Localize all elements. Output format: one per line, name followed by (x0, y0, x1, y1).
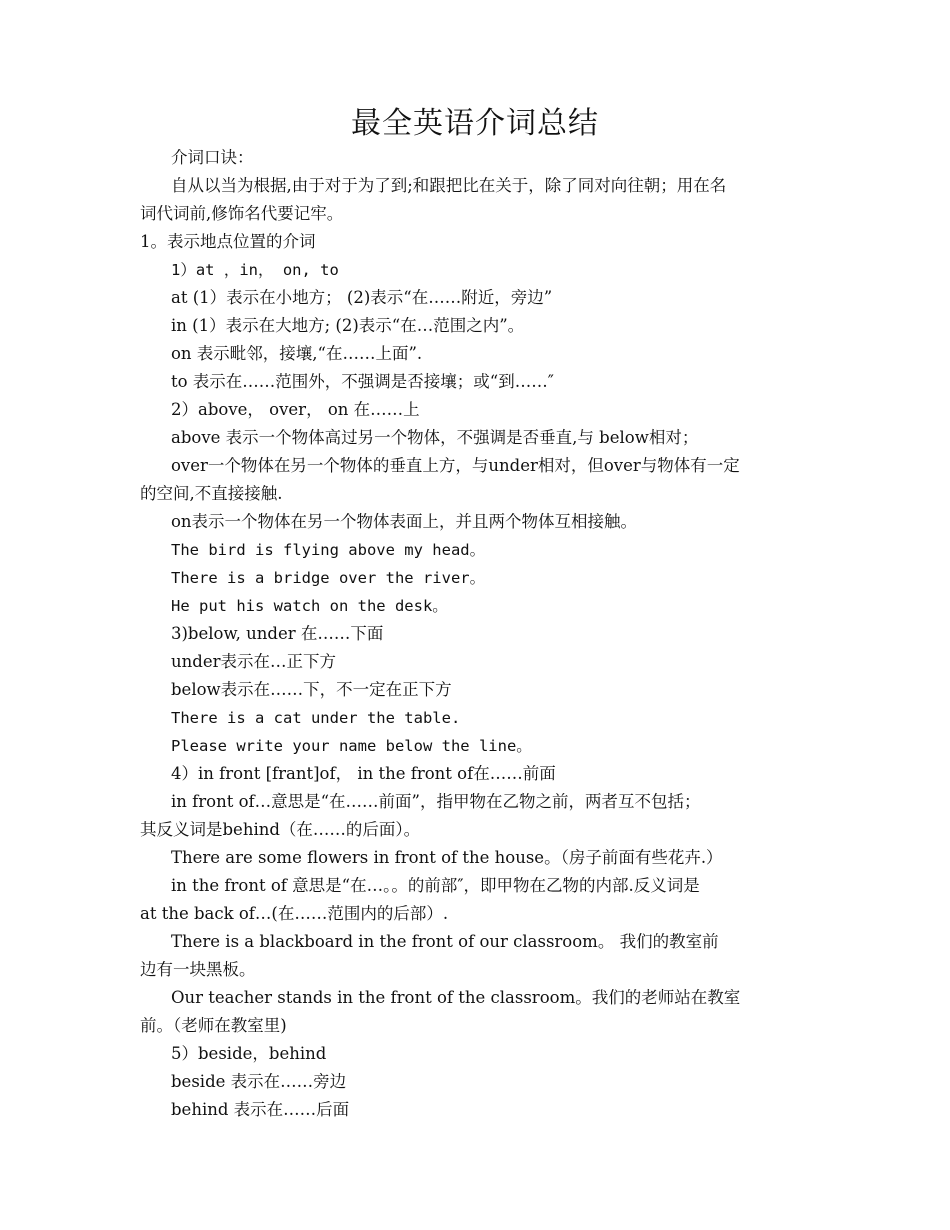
text-line: 前。（老师在教室里) (140, 1016, 287, 1035)
text-line: 介词口诀： (171, 148, 254, 167)
text-line: under表示在…正下方 (171, 652, 336, 671)
text-line: 其反义词是behind（在……的后面）。 (140, 820, 421, 839)
text-line: in front of…意思是“在……前面”，指甲物在乙物之前，两者互不包括； (171, 792, 701, 811)
text-line: 3)below, under 在……下面 (171, 624, 384, 643)
text-line: beside 表示在……旁边 (171, 1072, 347, 1091)
text-line: There is a cat under the table. (171, 709, 461, 727)
text-line: behind 表示在……后面 (171, 1100, 350, 1119)
text-line: on 表示毗邻，接壤,“在……上面”. (171, 344, 423, 363)
text-line: at (1）表示在小地方； (2)表示“在……附近，旁边” (171, 288, 553, 307)
text-line: There are some flowers in front of the house。（房子前面有些花卉.） (171, 848, 723, 867)
text-line: over一个物体在另一个物体的垂直上方，与under相对，但over与物体有一定 (171, 456, 740, 475)
text-line: 4）in front [frant]of， in the front of在……前面 (171, 764, 556, 783)
text-line: Our teacher stands in the front of the classroom。我们的老师站在教室 (171, 988, 741, 1007)
text-line: 2）above， over， on 在……上 (171, 400, 420, 419)
text-line: above 表示一个物体高过另一个物体，不强调是否垂直,与 below相对； (171, 428, 699, 447)
text-line: below表示在……下，不一定在正下方 (171, 680, 452, 699)
text-line: in the front of 意思是“在…。。的前部″，即甲物在乙物的内部.反义词是 (171, 876, 700, 895)
text-line: in (1）表示在大地方; (2)表示“在…范围之内”。 (171, 316, 525, 335)
text-line: The bird is flying above my head。 (171, 541, 486, 559)
text-line: 1。表示地点位置的介词 (140, 232, 316, 251)
text-line: 的空间,不直接接触. (140, 484, 283, 503)
document-body (140, 144, 820, 1124)
text-line: to 表示在……范围外，不强调是否接壤；或“到……″ (171, 372, 554, 391)
text-line: 1）at ，in， on, to (171, 261, 339, 279)
text-line: There is a bridge over the river。 (171, 569, 486, 587)
text-line: Please write your name below the line。 (171, 737, 532, 755)
text-line: 5）beside，behind (171, 1044, 327, 1063)
text-line: 边有一块黑板。 (140, 960, 256, 979)
document-title: 最全英语介词总结 (351, 106, 599, 141)
text-line: 词代词前,修饰名代要记牢。 (140, 204, 344, 223)
text-line: on表示一个物体在另一个物体表面上，并且两个物体互相接触。 (171, 512, 638, 531)
text-line: 自从以当为根据,由于对于为了到;和跟把比在关于，除了同对向往朝；用在名 (171, 176, 727, 195)
text-line: at the back of…(在……范围内的后部）. (140, 904, 449, 923)
text-line: He put his watch on the desk。 (171, 597, 448, 615)
text-line: There is a blackboard in the front of our classroom。 我们的教室前 (171, 932, 719, 951)
